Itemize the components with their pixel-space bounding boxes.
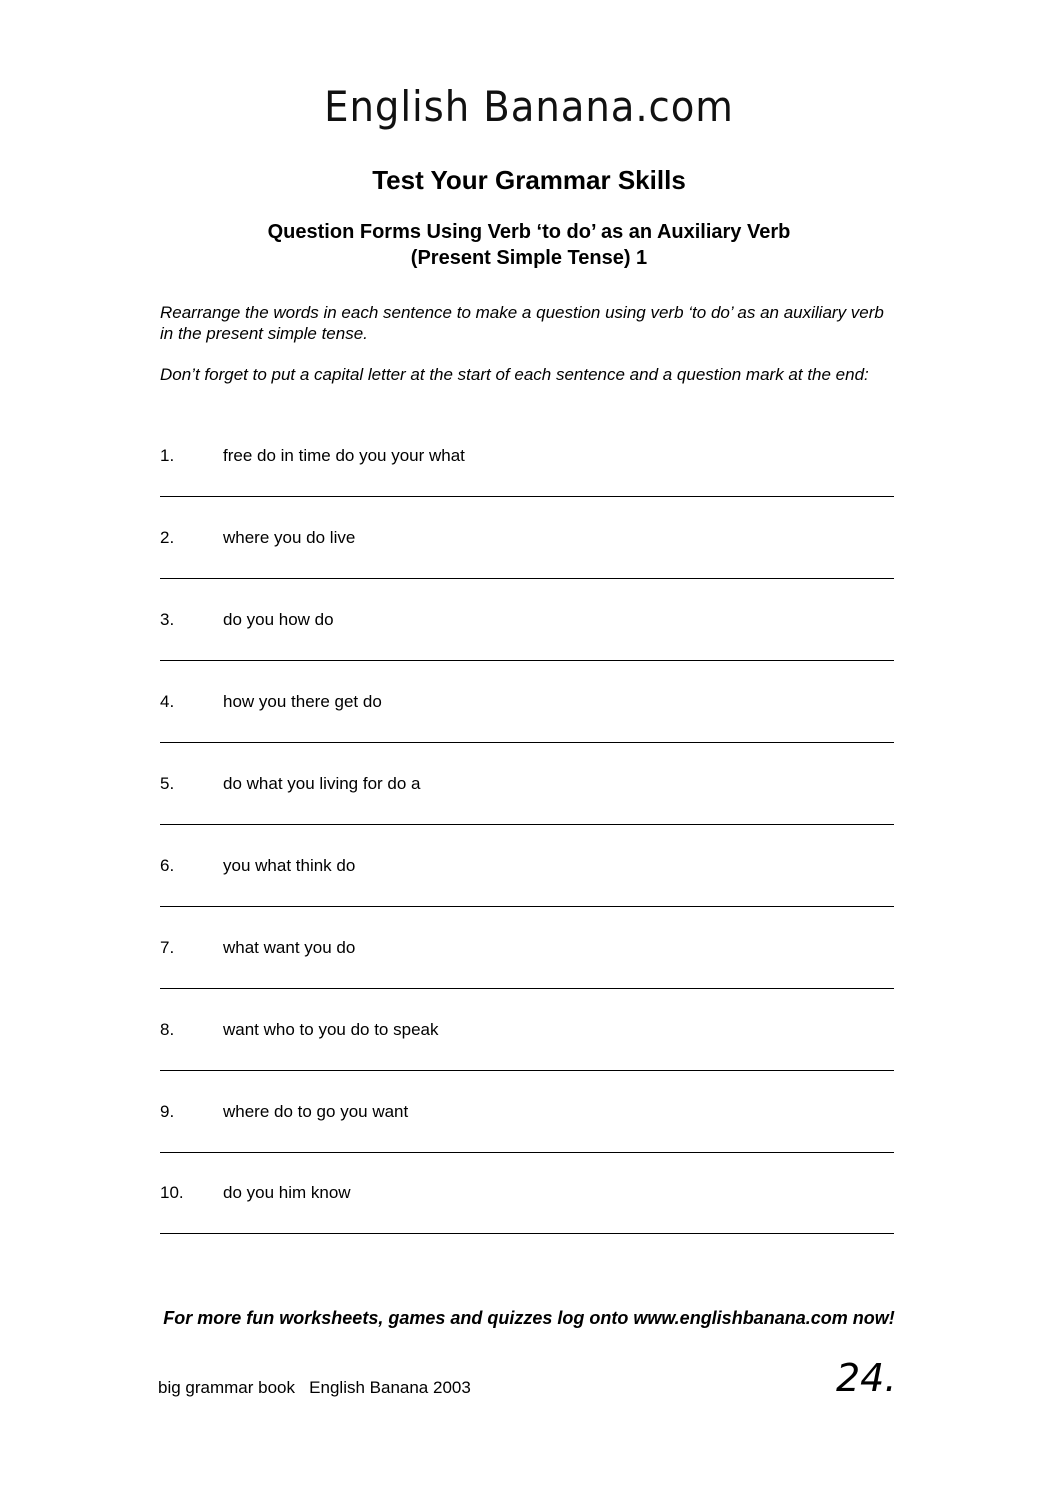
answer-line[interactable] bbox=[160, 578, 894, 579]
worksheet-subtitle bbox=[0, 219, 1058, 271]
question-number: 1. bbox=[160, 446, 175, 465]
question-words: you what think do bbox=[223, 856, 356, 875]
footer-promo-text: For more fun worksheets, games and quizzes log onto www.englishbanana.com now! bbox=[163, 1308, 895, 1328]
question-item bbox=[160, 610, 894, 692]
question-item bbox=[160, 774, 894, 856]
question-words: what want you do bbox=[223, 938, 356, 957]
question-number: 10. bbox=[160, 1183, 184, 1202]
question-words: do what you living for do a bbox=[223, 774, 421, 793]
question-words: free do in time do you your what bbox=[223, 446, 465, 465]
question-number: 8. bbox=[160, 1020, 175, 1039]
question-words: want who to you do to speak bbox=[223, 1020, 439, 1039]
answer-line[interactable] bbox=[160, 906, 894, 907]
answer-line[interactable] bbox=[160, 496, 894, 497]
question-number: 6. bbox=[160, 856, 175, 875]
question-number: 2. bbox=[160, 528, 175, 547]
question-number: 3. bbox=[160, 610, 175, 629]
question-item bbox=[160, 938, 894, 1020]
subtitle-line-2: (Present Simple Tense) 1 bbox=[410, 247, 648, 269]
question-words: where you do live bbox=[223, 528, 356, 547]
question-number: 9. bbox=[160, 1102, 175, 1121]
question-words: do you how do bbox=[223, 610, 334, 629]
answer-line[interactable] bbox=[160, 824, 894, 825]
footer-credit: big grammar book English Banana 2003 bbox=[158, 1378, 471, 1397]
question-number: 4. bbox=[160, 692, 175, 711]
question-item bbox=[160, 528, 894, 610]
answer-line[interactable] bbox=[160, 1070, 894, 1071]
answer-line[interactable] bbox=[160, 1152, 894, 1153]
page-title: Test Your Grammar Skills bbox=[372, 165, 686, 195]
question-item bbox=[160, 856, 894, 938]
answer-line[interactable] bbox=[160, 988, 894, 989]
question-words: how you there get do bbox=[223, 692, 382, 711]
answer-line[interactable] bbox=[160, 660, 894, 661]
question-item bbox=[160, 692, 894, 774]
instruction-paragraph-2: Don’t forget to put a capital letter at the start of each sentence and a question mark at the end: bbox=[160, 365, 869, 384]
question-words: where do to go you want bbox=[223, 1102, 409, 1121]
site-logo: English Banana.com bbox=[324, 82, 734, 131]
instruction-paragraph-1: Rearrange the words in each sentence to make a question using verb ‘to do’ as an auxiliary verb in the present simple tense. bbox=[160, 303, 884, 343]
question-item bbox=[160, 1183, 894, 1265]
question-words: do you him know bbox=[223, 1183, 351, 1202]
question-number: 7. bbox=[160, 938, 175, 957]
answer-line[interactable] bbox=[160, 742, 894, 743]
question-number: 5. bbox=[160, 774, 175, 793]
question-item bbox=[160, 446, 894, 528]
question-item bbox=[160, 1102, 894, 1184]
answer-line[interactable] bbox=[160, 1233, 894, 1234]
subtitle-line-1: Question Forms Using Verb ‘to do’ as an Auxiliary Verb bbox=[267, 221, 791, 243]
question-item bbox=[160, 1020, 894, 1102]
page-number: 24. bbox=[836, 1356, 897, 1400]
